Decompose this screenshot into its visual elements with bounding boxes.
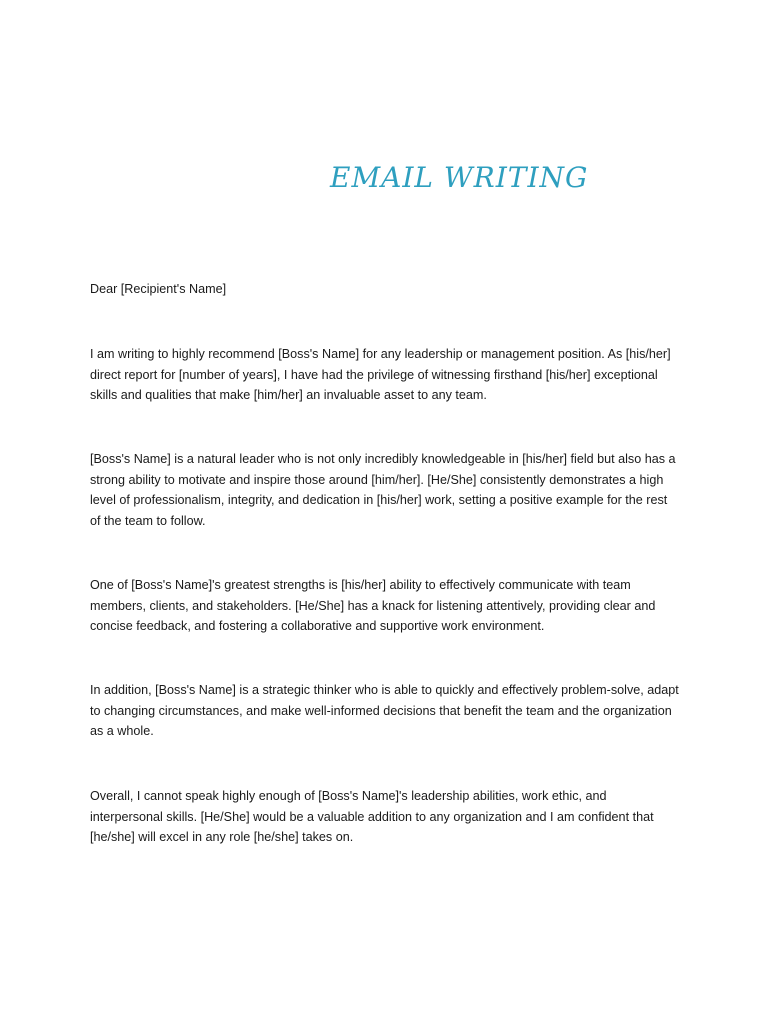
paragraph-closing: Overall, I cannot speak highly enough of [Boss's Name]'s leadership abilities, work ethic, and interpersonal skills. [He/She] would be a valuable addition to any organization and I am confident that [he/she] will excel in any role [he/she] takes on. — [90, 789, 654, 844]
document-title: EMAIL WRITING — [330, 161, 589, 194]
paragraph-communication-strengths: One of [Boss's Name]'s greatest strengths is [his/her] ability to effectively communicate with team members, clients, and stakeholders. [He/She] has a knack for listening attentively, providing clear and concise feedback, and fostering a collaborative and supportive work environment. — [90, 578, 656, 633]
paragraph-recommendation-intro: I am writing to highly recommend [Boss's Name] for any leadership or management position. As [his/her] direct report for [number of years], I have had the privilege of witnessing firsthand [his/her] exceptional skills and qualities that make [him/her] an invaluable asset to any team. — [90, 347, 671, 402]
salutation: Dear [Recipient's Name] — [90, 282, 227, 296]
paragraph-leadership-qualities: [Boss's Name] is a natural leader who is not only incredibly knowledgeable in [his/her] field but also has a strong ability to motivate and inspire those around [him/her]. [He/She] consistently demonstrates a high level of professionalism, integrity, and dedication in [his/her] work, setting a positive example for the rest of the team to follow. — [90, 452, 676, 528]
paragraph-strategic-thinking: In addition, [Boss's Name] is a strategic thinker who is able to quickly and effectively problem-solve, adapt to changing circumstances, and make well-informed decisions that benefit the team and the organization as a whole. — [90, 683, 679, 738]
